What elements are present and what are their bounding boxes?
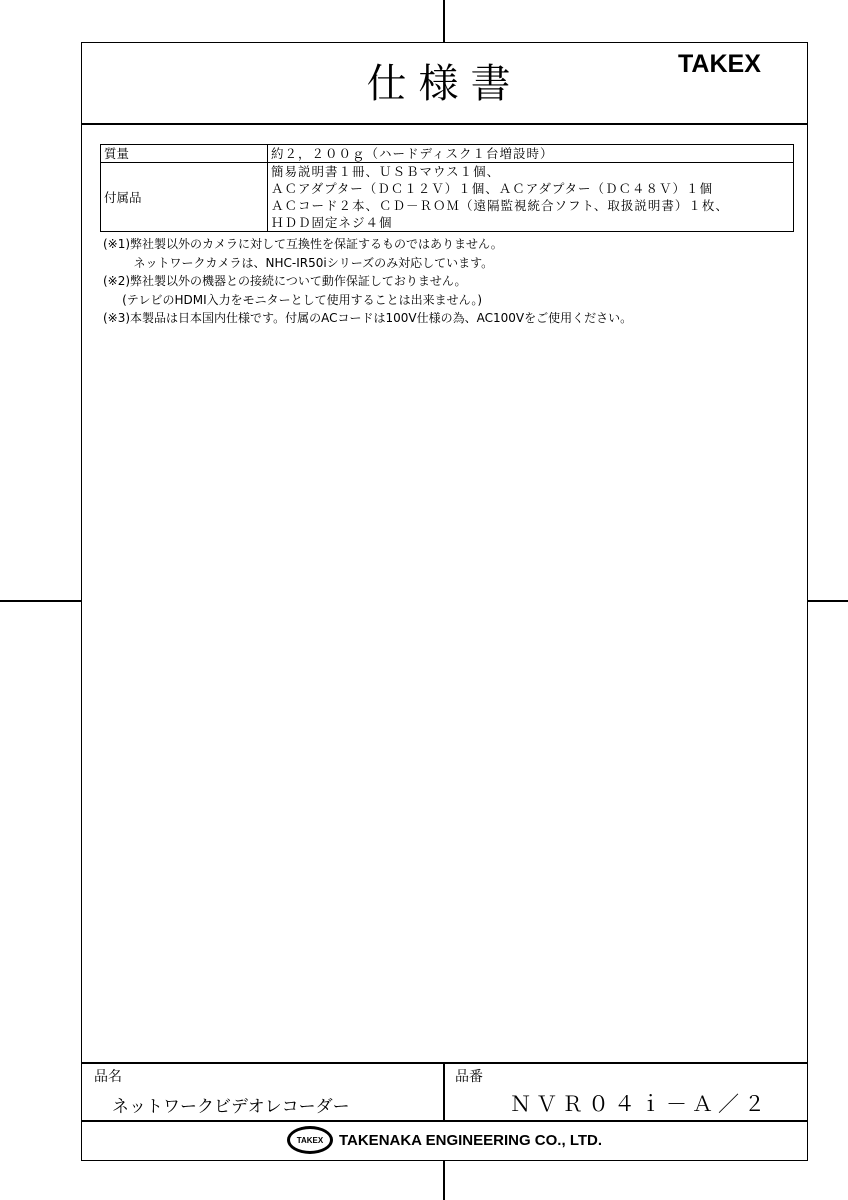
page-title: 仕様書: [366, 61, 523, 107]
spec-line: ＨＤＤ固定ネジ４個: [271, 215, 393, 230]
note-line: (※1)弊社製以外のカメラに対して互換性を保証するものではありません。: [103, 237, 503, 251]
product-name: ネットワークビデオレコーダー: [112, 1097, 350, 1117]
note-line: (※2)弊社製以外の機器との接続について動作保証しておりません。: [103, 274, 467, 288]
spec-value: [268, 163, 794, 232]
company-name: TAKENAKA ENGINEERING CO., LTD.: [338, 1131, 603, 1149]
product-divider-top: [81, 1062, 808, 1064]
footer: [81, 1122, 808, 1158]
product-number: ＮＶＲ０４ｉ－Ａ／２: [510, 1092, 770, 1116]
product-number-label: 品番: [455, 1069, 483, 1085]
notes: [100, 235, 794, 328]
product-divider-vertical: [443, 1062, 445, 1120]
note-line: ネットワークカメラは、NHC-IR50iシリーズのみ対応しています。: [103, 255, 494, 270]
spec-content: [100, 144, 794, 328]
brand-logo: TAKEX: [678, 50, 761, 78]
spec-line: ＡＣアダプター（ＤＣ１２Ｖ）１個、ＡＣアダプター（ＤＣ４８Ｖ）１個: [271, 181, 714, 196]
table-row: [101, 163, 794, 232]
crop-mark-left: [0, 600, 81, 602]
table-row: [101, 145, 794, 163]
spec-line: 約２，２００ｇ（ハードディスク１台増設時）: [271, 146, 554, 161]
crop-mark-right: [807, 600, 848, 602]
spec-line: ＡＣコード２本、ＣＤ－ＲＯＭ（遠隔監視統合ソフト、取扱説明書）１枚、: [271, 198, 729, 213]
header-divider: [81, 123, 808, 125]
spec-value: [268, 145, 794, 163]
crop-mark-bottom: [443, 1160, 445, 1200]
spec-line: 簡易説明書１冊、ＵＳＢマウス１個、: [271, 164, 501, 179]
note-line: (テレビのHDMI入力をモニターとして使用することは出来ません。): [103, 292, 483, 307]
spec-table: [100, 144, 794, 232]
spec-label: 質量: [101, 145, 268, 163]
spec-label: 付属品: [101, 163, 268, 232]
note-line: (※3)本製品は日本国内仕様です。付属のACコードは100V仕様の為、AC100Vをご使用ください。: [103, 311, 633, 325]
product-name-label: 品名: [94, 1069, 122, 1085]
takex-logo: TAKEX: [287, 1126, 333, 1154]
crop-mark-top: [443, 0, 445, 42]
